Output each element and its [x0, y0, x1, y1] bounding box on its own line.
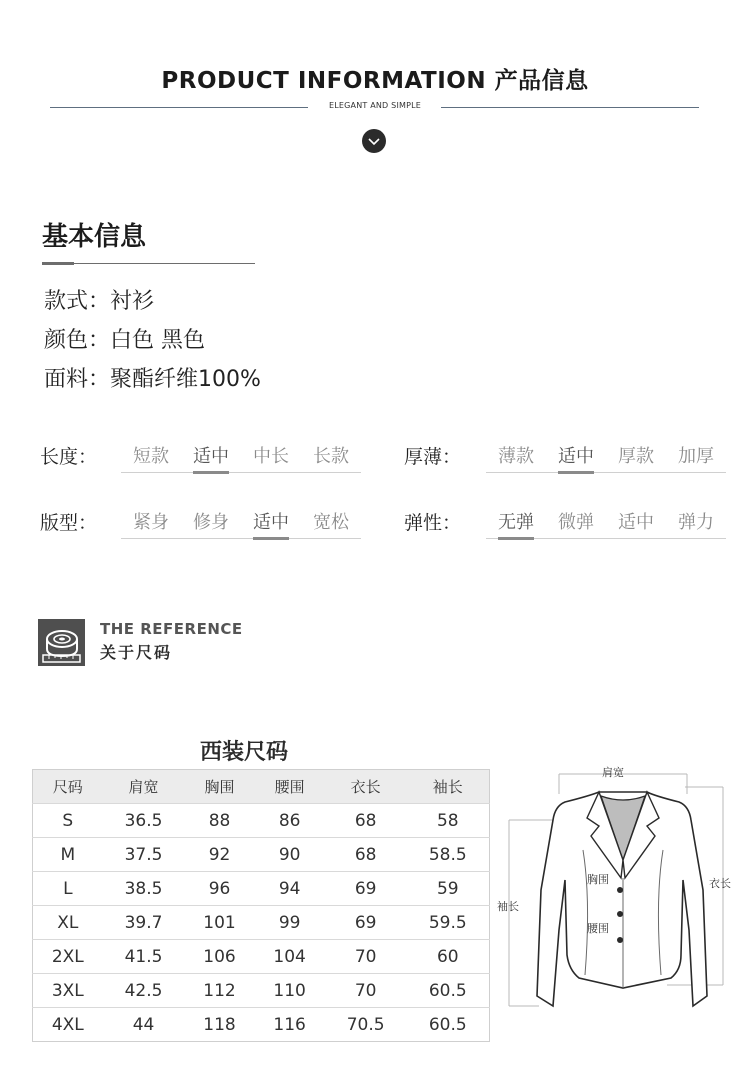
info-style: 款式：衬衫 [44, 289, 155, 314]
tape-measure-icon [38, 619, 85, 666]
basic-info-title: 基本信息 [42, 222, 147, 252]
attr-option: 长款 [313, 446, 349, 467]
diagram-label-chest: 胸围 [587, 873, 609, 886]
table-header-cell: 袖长 [407, 770, 490, 804]
table-cell: 58 [407, 804, 490, 838]
table-cell: 41.5 [103, 940, 185, 974]
size-table-title: 西装尺码 [200, 740, 289, 765]
attr-option: 微弹 [558, 512, 594, 533]
attr-option: 厚款 [618, 446, 654, 467]
table-cell: 68 [325, 838, 407, 872]
info-fabric: 面料：聚酯纤维100% [44, 367, 261, 392]
attr-option: 短款 [133, 446, 169, 467]
diagram-label-sleeve: 袖长 [497, 900, 519, 913]
table-cell: 112 [184, 974, 254, 1008]
attr-elasticity-label: 弹性： [404, 512, 462, 534]
table-cell: 2XL [33, 940, 103, 974]
table-header-cell: 尺码 [33, 770, 103, 804]
page-title: PRODUCT INFORMATION 产品信息 [161, 68, 589, 94]
table-cell: 44 [132, 1014, 155, 1035]
table-cell: 69 [325, 906, 407, 940]
table-cell: 118 [203, 1014, 236, 1035]
table-cell: 104 [255, 940, 325, 974]
table-header-row [33, 770, 490, 804]
table-cell: 36.5 [103, 804, 185, 838]
attr-option: 加厚 [678, 446, 714, 467]
table-cell: M [33, 838, 103, 872]
table-header-cell: 肩宽 [103, 770, 185, 804]
attr-option: 适中 [546, 442, 606, 472]
attr-thickness-options [486, 442, 726, 473]
table-header-cell: 胸围 [184, 770, 254, 804]
chevron-down-icon [362, 129, 386, 153]
attr-option: 宽松 [313, 512, 349, 533]
table-cell: 70 [325, 940, 407, 974]
table-row [33, 804, 490, 838]
table-cell: 88 [184, 804, 254, 838]
diagram-label-waist: 腰围 [587, 922, 609, 935]
attr-option: 紧身 [133, 512, 169, 533]
attr-elasticity-options [486, 508, 726, 539]
table-cell: 60 [407, 940, 490, 974]
table-row [33, 872, 490, 906]
table-cell: L [33, 872, 103, 906]
table-cell: 39.7 [103, 906, 185, 940]
table-cell: 68 [325, 804, 407, 838]
table-cell: 90 [255, 838, 325, 872]
table-row [33, 906, 490, 940]
table-cell: 116 [273, 1014, 306, 1035]
table-cell: 58.5 [407, 838, 490, 872]
table-header-cell: 腰围 [255, 770, 325, 804]
attr-option: 弹力 [678, 512, 714, 533]
attr-option: 中长 [253, 446, 289, 467]
table-cell: 37.5 [103, 838, 185, 872]
table-cell: 38.5 [103, 872, 185, 906]
size-table [32, 769, 490, 1042]
attr-fit-options [121, 508, 361, 539]
table-cell: 60.5 [428, 1014, 467, 1035]
section-underline [42, 262, 74, 265]
table-row [33, 974, 490, 1008]
table-cell: 96 [184, 872, 254, 906]
reference-title-cn: 关于尺码 [100, 643, 173, 662]
section-underline-thin [74, 263, 255, 264]
table-cell: 110 [255, 974, 325, 1008]
table-cell: 3XL [33, 974, 103, 1008]
attr-fit-label: 版型： [40, 512, 98, 534]
diagram-label-shoulder: 肩宽 [602, 766, 624, 779]
table-row [33, 1008, 490, 1042]
diagram-label-length: 衣长 [709, 877, 731, 890]
size-table-body [33, 804, 490, 1042]
attr-thickness-label: 厚薄： [404, 446, 462, 468]
table-cell: 86 [255, 804, 325, 838]
attr-option: 修身 [193, 512, 229, 533]
attr-option: 适中 [241, 508, 301, 538]
table-cell: 60.5 [407, 974, 490, 1008]
table-cell: S [33, 804, 103, 838]
table-cell: 59 [407, 872, 490, 906]
reference-title-en: THE REFERENCE [100, 620, 243, 638]
table-cell: 70 [325, 974, 407, 1008]
table-cell: 69 [325, 872, 407, 906]
table-row [33, 838, 490, 872]
table-cell: 70.5 [346, 1014, 385, 1035]
table-cell: XL [33, 906, 103, 940]
table-cell: 59.5 [407, 906, 490, 940]
table-cell: 101 [184, 906, 254, 940]
attr-option: 适中 [618, 512, 654, 533]
table-cell: 94 [255, 872, 325, 906]
table-row [33, 940, 490, 974]
table-cell: 42.5 [103, 974, 185, 1008]
table-header-cell: 衣长 [325, 770, 407, 804]
table-cell: 99 [255, 906, 325, 940]
attr-option: 适中 [181, 442, 241, 472]
header-subtitle: ELEGANT AND SIMPLE [328, 101, 422, 110]
info-color: 颜色：白色 黑色 [44, 328, 205, 353]
table-cell: 4XL [51, 1014, 84, 1035]
attr-length-options [121, 442, 361, 473]
table-cell: 92 [184, 838, 254, 872]
attr-option: 薄款 [498, 446, 534, 467]
attr-option: 无弹 [486, 508, 546, 538]
attr-length-label: 长度： [40, 446, 98, 468]
table-cell: 106 [184, 940, 254, 974]
